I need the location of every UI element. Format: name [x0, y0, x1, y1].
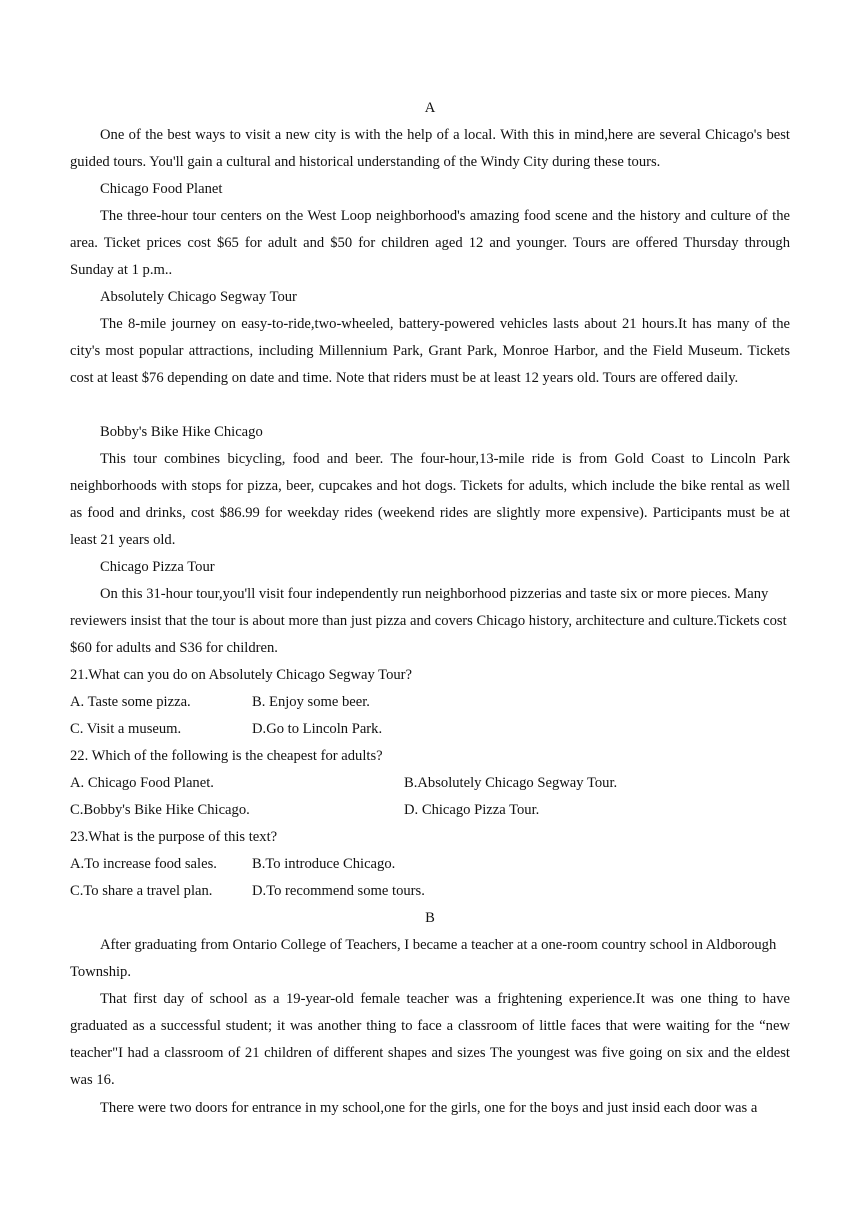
question-23-option-d: D.To recommend some tours.	[252, 883, 425, 899]
question-21-option-c: C. Visit a museum.	[70, 721, 182, 737]
question-23-option-c: C.To share a travel plan.	[70, 883, 213, 899]
tour-text-segway: The 8-mile journey on easy-to-ride,two-wheeled, battery-powered vehicles lasts about 21 hours.It has many of the city's most popular attractions, including Millennium Park, Grant Park, Monroe Harbor, and the Field Museum. Tickets cost at least $76 depending on date and time. Note that riders must be at least 12 years old. Tours are offered daily.	[70, 316, 790, 386]
question-22-option-c: C.Bobby's Bike Hike Chicago.	[70, 802, 250, 818]
section-a-label: A	[424, 100, 436, 116]
question-23-option-b: B.To introduce Chicago.	[252, 856, 396, 872]
question-22-option-b: B.Absolutely Chicago Segway Tour.	[404, 775, 618, 791]
question-21-option-a: A. Taste some pizza.	[70, 694, 191, 710]
tour-text-pizza: On this 31-hour tour,you'll visit four independently run neighborhood pizzerias and taste six or more pieces. Many reviewers insist that the tour is about more than just pizza and covers Chicago history, architecture and culture.Tickets cost $60 for adults and S36 for children.	[70, 586, 787, 656]
tour-text-bike-hike: This tour combines bicycling, food and beer. The four-hour,13-mile ride is from Gold Coast to Lincoln Park neighborhoods with stops for pizza, beer, cupcakes and hot dogs. Tickets for adults, which include the bike rental as well as food and drinks, cost $86.99 for weekday rides (weekend rides are slightly more expensive). Participants must be at least 21 years old.	[70, 451, 790, 548]
section-b-paragraph: That first day of school as a 19-year-old female teacher was a frightening experience.It was one thing to have graduated as a successful student; it was another thing to face a classroom of little faces that were waiting for the “new teacher"I had a classroom of 21 children of different shapes and sizes The youngest was five going on six and the eldest was 16.	[70, 991, 790, 1088]
section-a-intro: One of the best ways to visit a new city is with the help of a local. With this in mind,here are several Chicago's best guided tours. You'll gain a cultural and historical understanding of the Windy City during these tours.	[70, 127, 790, 170]
question-21-option-b: B. Enjoy some beer.	[252, 694, 370, 710]
tour-heading-segway: Absolutely Chicago Segway Tour	[100, 289, 297, 305]
section-b-paragraph: There were two doors for entrance in my school,one for the girls, one for the boys and just insid each door was a	[100, 1100, 758, 1116]
question-23-option-a: A.To increase food sales.	[70, 856, 217, 872]
question-22-option-a: A. Chicago Food Planet.	[70, 775, 214, 791]
section-b-label: B	[425, 910, 435, 926]
question-22-option-d: D. Chicago Pizza Tour.	[404, 802, 540, 818]
question-21-stem: 21.What can you do on Absolutely Chicago Segway Tour?	[70, 667, 413, 683]
section-b-paragraph: After graduating from Ontario College of Teachers, I became a teacher at a one-room country school in Aldborough Township.	[70, 937, 777, 980]
question-22-stem: 22. Which of the following is the cheapest for adults?	[70, 748, 383, 764]
tour-heading-food-planet: Chicago Food Planet	[100, 181, 223, 197]
tour-heading-bike-hike: Bobby's Bike Hike Chicago	[100, 424, 263, 440]
question-23-stem: 23.What is the purpose of this text?	[70, 829, 278, 845]
tour-text-food-planet: The three-hour tour centers on the West Loop neighborhood's amazing food scene and the history and culture of the area. Ticket prices cost $65 for adult and $50 for children aged 12 and younger. Tours are offered Thursday through Sunday at 1 p.m..	[70, 208, 790, 278]
tour-heading-pizza: Chicago Pizza Tour	[100, 559, 215, 575]
question-21-option-d: D.Go to Lincoln Park.	[252, 721, 383, 737]
